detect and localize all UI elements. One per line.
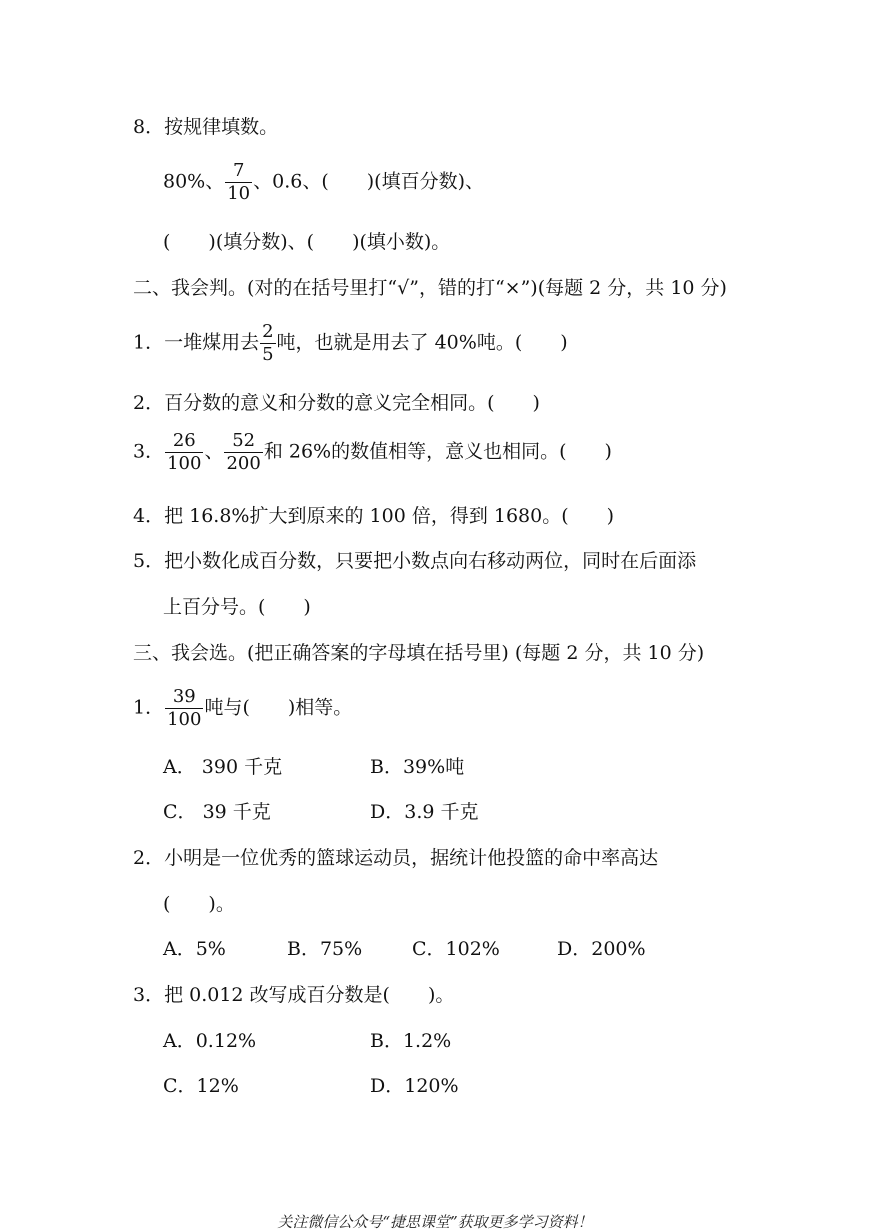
choice-question-3: 3．把 0.012 改写成百分数是( )。 [133, 984, 455, 1006]
judge-1-text-a: 1．一堆煤用去 [133, 331, 260, 354]
fraction-numerator: 26 [172, 430, 196, 451]
judge-1-text-b: 吨，也就是用去了 40%吨。( ) [276, 331, 568, 354]
judge-item-3 [133, 432, 612, 473]
fraction-52-200 [224, 432, 262, 473]
choice-1-option-b: B．39%吨 [370, 756, 465, 778]
judge-item-2: 2．百分数的意义和分数的意义完全相同。( ) [133, 392, 540, 414]
choice-2-option-a: A．5% [163, 938, 226, 960]
choice-1-option-a: A． 390 千克 [163, 756, 283, 778]
choice-3-option-c: C．12% [163, 1075, 239, 1097]
footer-note: 关注微信公众号“捷思课堂”获取更多学习资料！ [277, 1213, 593, 1231]
fraction-denominator: 5 [262, 344, 274, 365]
fraction-7-10 [225, 162, 252, 203]
choice-3-option-a: A．0.12% [163, 1030, 257, 1052]
question-8-title: 8．按规律填数。 [133, 116, 279, 138]
fraction-2-5 [260, 323, 275, 364]
q8-text-b: 、0.6、( )(填百分数)、 [253, 170, 485, 193]
choice-3-option-b: B．1.2% [370, 1030, 452, 1052]
fraction-39-100 [165, 688, 203, 729]
choice-1-text-b: 吨与( )相等。 [204, 696, 353, 719]
choice-question-2-line-2: ( )。 [163, 893, 235, 915]
fraction-numerator: 39 [172, 686, 196, 707]
choice-3-option-d: D．120% [370, 1075, 459, 1097]
choice-1-prefix: 1． [133, 696, 165, 719]
section-3-heading: 三、我会选。(把正确答案的字母填在括号里) (每题 2 分，共 10 分) [133, 642, 705, 664]
judge-item-1 [133, 323, 568, 364]
q8-text-a: 80%、 [163, 170, 225, 193]
judge-3-text-b: 和 26%的数值相等，意义也相同。( ) [263, 440, 612, 463]
choice-question-1 [133, 688, 352, 729]
choice-1-option-c: C． 39 千克 [163, 801, 271, 823]
question-8-line-1 [163, 162, 484, 203]
judge-item-5-line-1: 5．把小数化成百分数，只要把小数点向右移动两位，同时在后面添 [133, 550, 697, 572]
choice-2-option-b: B．75% [287, 938, 363, 960]
question-8-line-2: ( )(填分数)、( )(填小数)。 [163, 231, 451, 253]
choice-1-option-d: D．3.9 千克 [370, 801, 479, 823]
judge-item-4: 4．把 16.8%扩大到原来的 100 倍，得到 1680。( ) [133, 505, 615, 527]
fraction-denominator: 100 [167, 453, 202, 474]
judge-item-5-line-2: 上百分号。( ) [163, 596, 311, 618]
fraction-denominator: 10 [227, 183, 251, 204]
choice-2-option-c: C．102% [412, 938, 500, 960]
fraction-denominator: 200 [226, 453, 261, 474]
fraction-numerator: 52 [232, 430, 256, 451]
judge-3-prefix: 3． [133, 440, 165, 463]
fraction-26-100 [165, 432, 203, 473]
judge-3-separator: 、 [204, 440, 224, 463]
fraction-numerator: 7 [232, 160, 245, 181]
fraction-numerator: 2 [262, 321, 274, 342]
section-2-heading: 二、我会判。(对的在括号里打“√”，错的打“×”)(每题 2 分，共 10 分) [133, 277, 727, 299]
choice-question-2-line-1: 2．小明是一位优秀的篮球运动员，据统计他投篮的命中率高达 [133, 847, 659, 869]
choice-2-option-d: D．200% [557, 938, 646, 960]
fraction-denominator: 100 [167, 709, 202, 730]
